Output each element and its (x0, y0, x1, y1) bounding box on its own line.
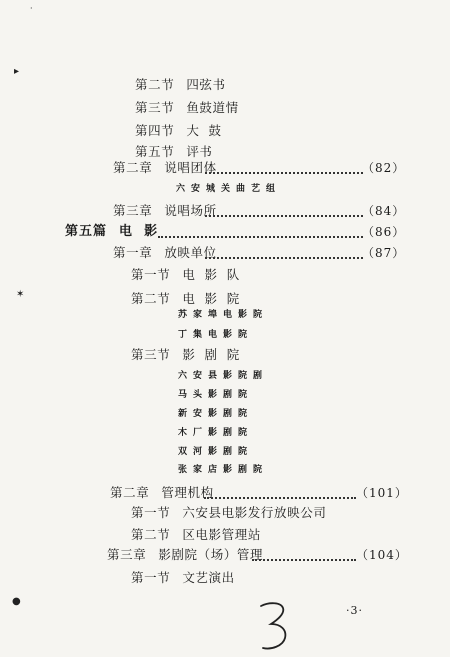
toc-entry (131, 267, 240, 283)
entry-title: 鱼鼓道情 (186, 100, 239, 115)
toc-entry-chapter (110, 485, 214, 501)
page-folio: ·3· (346, 604, 363, 617)
page-number: （82） (362, 161, 406, 175)
leader-dots (204, 495, 356, 499)
entry-label: 第一节 (131, 505, 171, 520)
leader-dots (252, 557, 356, 561)
entry-label: 第二节 (131, 291, 171, 306)
entry-label: 第一章 (113, 245, 153, 260)
toc-entry (131, 291, 240, 307)
toc-subentry: 张家店影剧院 (178, 465, 269, 475)
entry-title: 影剧院（场）管理 (158, 547, 264, 562)
entry-title: 评书 (186, 144, 213, 159)
entry-title: 影 剧 院 (182, 347, 240, 362)
toc-entry-chapter (113, 203, 217, 219)
entry-title: 大 鼓 (186, 123, 222, 138)
toc-entry-chapter (107, 547, 263, 563)
toc-entry (135, 123, 222, 139)
scan-mark: ▸ (14, 66, 20, 77)
toc-entry (135, 100, 239, 116)
entry-label: 第二节 (131, 527, 171, 542)
entry-title: 文艺演出 (182, 570, 235, 585)
toc-subentry: 苏家埠电影院 (178, 310, 269, 320)
entry-label: 第二章 (110, 485, 150, 500)
page-number: （101） (356, 486, 408, 500)
toc-subentry: 新安影剧院 (178, 409, 254, 419)
entry-label: 第三节 (135, 100, 175, 115)
entry-label: 第三章 (113, 203, 153, 218)
entry-title: 六安县电影发行放映公司 (182, 505, 327, 520)
scan-mark: · (30, 4, 33, 13)
entry-title: 放映单位 (164, 245, 217, 260)
toc-entry (135, 77, 226, 93)
entry-title: 区电影管理站 (182, 527, 261, 542)
entry-label: 第二节 (135, 77, 175, 92)
entry-title: 说唱场所 (164, 203, 217, 218)
toc-entry (131, 570, 235, 586)
toc-subentry: 木厂影剧院 (178, 428, 254, 438)
leader-dots (158, 234, 363, 238)
leader-dots (205, 170, 363, 174)
toc-subentry: 双河影剧院 (178, 447, 254, 457)
scan-mark: ● (12, 596, 21, 607)
page-number: （86） (362, 225, 406, 239)
leader-dots (205, 213, 363, 217)
entry-label: 第一节 (131, 570, 171, 585)
entry-title: 电 影 院 (182, 291, 240, 306)
entry-label: 第三章 (107, 547, 147, 562)
toc-entry (135, 144, 213, 160)
toc-entry-chapter (113, 245, 217, 261)
entry-label: 第二章 (113, 160, 153, 175)
entry-label: 第五篇 (65, 224, 108, 239)
toc-subentry: 马头影剧院 (178, 390, 254, 400)
toc-subentry: 六安县影院剧 (178, 371, 269, 381)
entry-title: 说唱团体 (164, 160, 217, 175)
toc-entry-chapter (113, 160, 217, 176)
entry-label: 第五节 (135, 144, 175, 159)
entry-label: 第三节 (131, 347, 171, 362)
entry-title: 电 影 (119, 224, 159, 239)
page-number: （87） (362, 246, 406, 260)
toc-entry (131, 527, 261, 543)
scan-mark: ✶ (16, 289, 25, 300)
handwritten-mark (255, 600, 295, 652)
page-number: （84） (362, 204, 406, 218)
toc-entry (131, 347, 240, 363)
entry-label: 第一节 (131, 267, 171, 282)
toc-entry-part (65, 224, 158, 240)
toc-subentry: 六安城关曲艺组 (176, 184, 282, 194)
toc-subentry: 丁集电影院 (178, 330, 254, 340)
toc-entry (131, 505, 326, 521)
page-number: （104） (356, 548, 408, 562)
leader-dots (205, 255, 363, 259)
entry-title: 电 影 队 (182, 267, 240, 282)
entry-title: 管理机构 (161, 485, 214, 500)
entry-title: 四弦书 (186, 77, 226, 92)
entry-label: 第四节 (135, 123, 175, 138)
